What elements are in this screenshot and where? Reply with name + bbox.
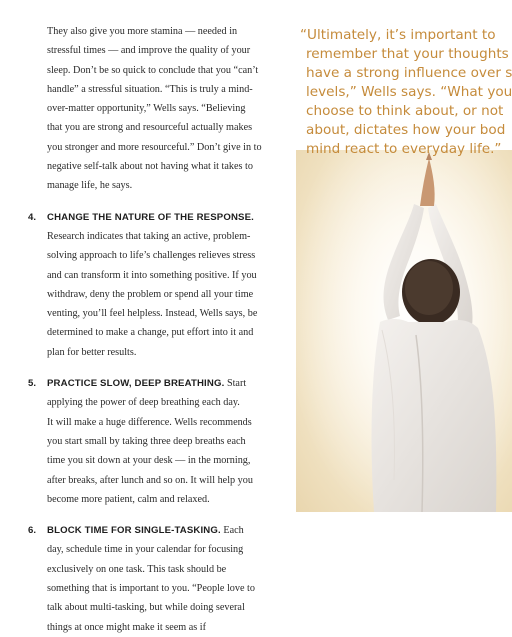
yoga-photo (296, 150, 512, 512)
right-column (296, 0, 512, 512)
item-heading: BLOCK TIME FOR SINGLE-TASKING. (47, 525, 221, 537)
item-heading: PRACTICE SLOW, DEEP BREATHING. (47, 378, 225, 390)
item-heading: CHANGE THE NATURE OF THE RESPONSE. (47, 211, 254, 223)
article-column (28, 22, 286, 637)
pull-quote: “Ultimately, it’s important to remember that your thoughts have a strong influence over s levels,” Wells says. “What you choose to think about, or not about, dictates how your bod mind react to everyday life.” (300, 27, 512, 157)
list-item-4: 4. CHANGE THE NATURE OF THE RESPONSE. Research indicates that taking an active, problem- solving approach to life’s challenges relieves stress and can transform it into something positive. If you withdraw, deny the problem or spend all your time venting, you’ll feel helpless. Instead, Wells says, be determined to make a change, put effort into it and plan for better results. (28, 208, 286, 362)
person-raising-hands-icon (296, 150, 512, 512)
list-item-5: 5. PRACTICE SLOW, DEEP BREATHING. Start applying the power of deep breathing each day. It will make a huge difference. Wells recommends you start small by taking three deep breaths each time you sit down at your desk — in the morning, after breaks, after lunch and so on. It will help you become more patient, calm and relaxed. (28, 374, 286, 509)
item-number: 6. (28, 525, 37, 537)
item-number: 5. (28, 378, 37, 390)
item-number: 4. (28, 211, 37, 223)
intro-paragraph: They also give you more stamina — needed in stressful times — and improve the quality of your sleep. Don’t be so quick to conclude that you “can’t handle” a stressful situation. “This is truly a mind- over-matter opportunity,” Wells says. “Believing that you are strong and resourceful actually makes you stronger and more resourceful.” Don’t give in to negative self-talk about not having what it takes to manage life, he says. (47, 26, 262, 192)
list-item-6: 6. BLOCK TIME FOR SINGLE-TASKING. Each day, schedule time in your calendar for focusing exclusively on one task. This task should be something that is important to you. “People love to talk about multi-tasking, but while doing several things at once might make it seem as if (28, 521, 286, 637)
